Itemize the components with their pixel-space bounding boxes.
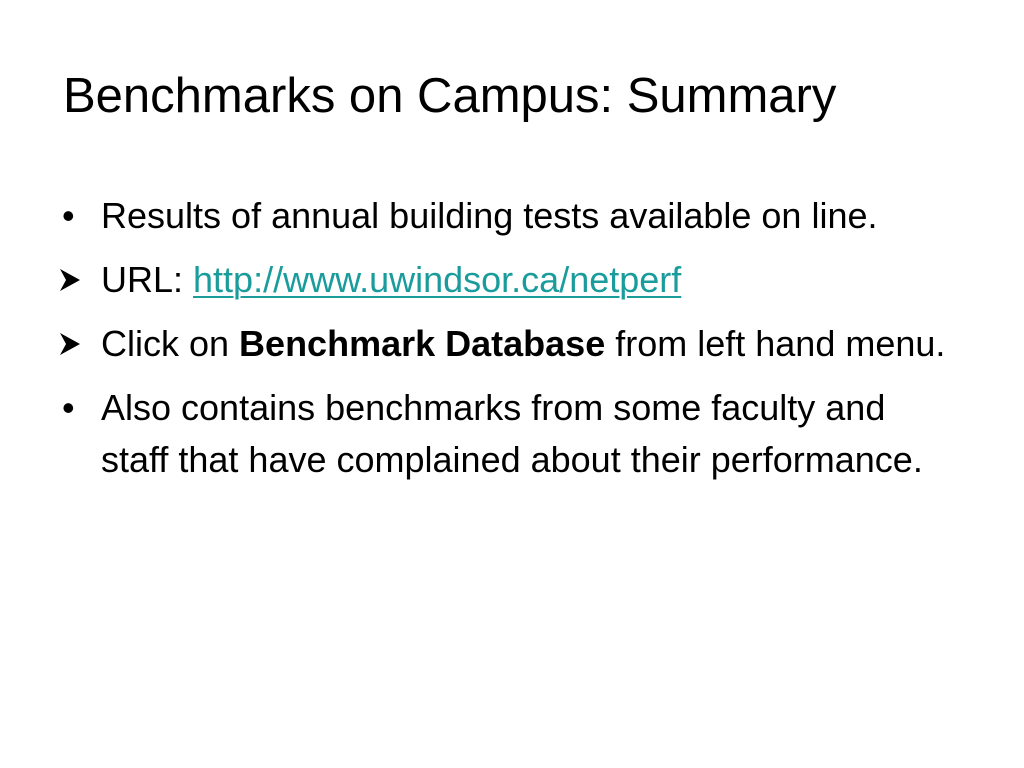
bullet-text: Also contains benchmarks from some faculty and staff that have complained about their performance.	[101, 387, 923, 480]
bullet-item-click-instruction	[58, 318, 958, 370]
bullet-item-url	[58, 254, 958, 306]
bullet-text: Results of annual building tests available on line.	[101, 195, 878, 236]
bullet-item-also-contains	[58, 382, 958, 486]
bullet-list	[58, 190, 958, 498]
netperf-link[interactable]: http://www.uwindsor.ca/netperf	[193, 259, 682, 300]
url-label: URL:	[101, 259, 194, 300]
arrowhead-bullet-icon	[58, 318, 98, 356]
instruction-prefix: Click on	[101, 323, 240, 364]
bullet-dot: •	[62, 387, 75, 428]
slide-title: Benchmarks on Campus: Summary	[63, 69, 837, 123]
bullet-dot: •	[62, 195, 75, 236]
instruction-suffix: from left hand menu.	[605, 323, 946, 364]
arrowhead-bullet-icon	[58, 254, 98, 292]
benchmark-database-label: Benchmark Database	[239, 323, 606, 364]
bullet-item-results	[58, 190, 958, 242]
